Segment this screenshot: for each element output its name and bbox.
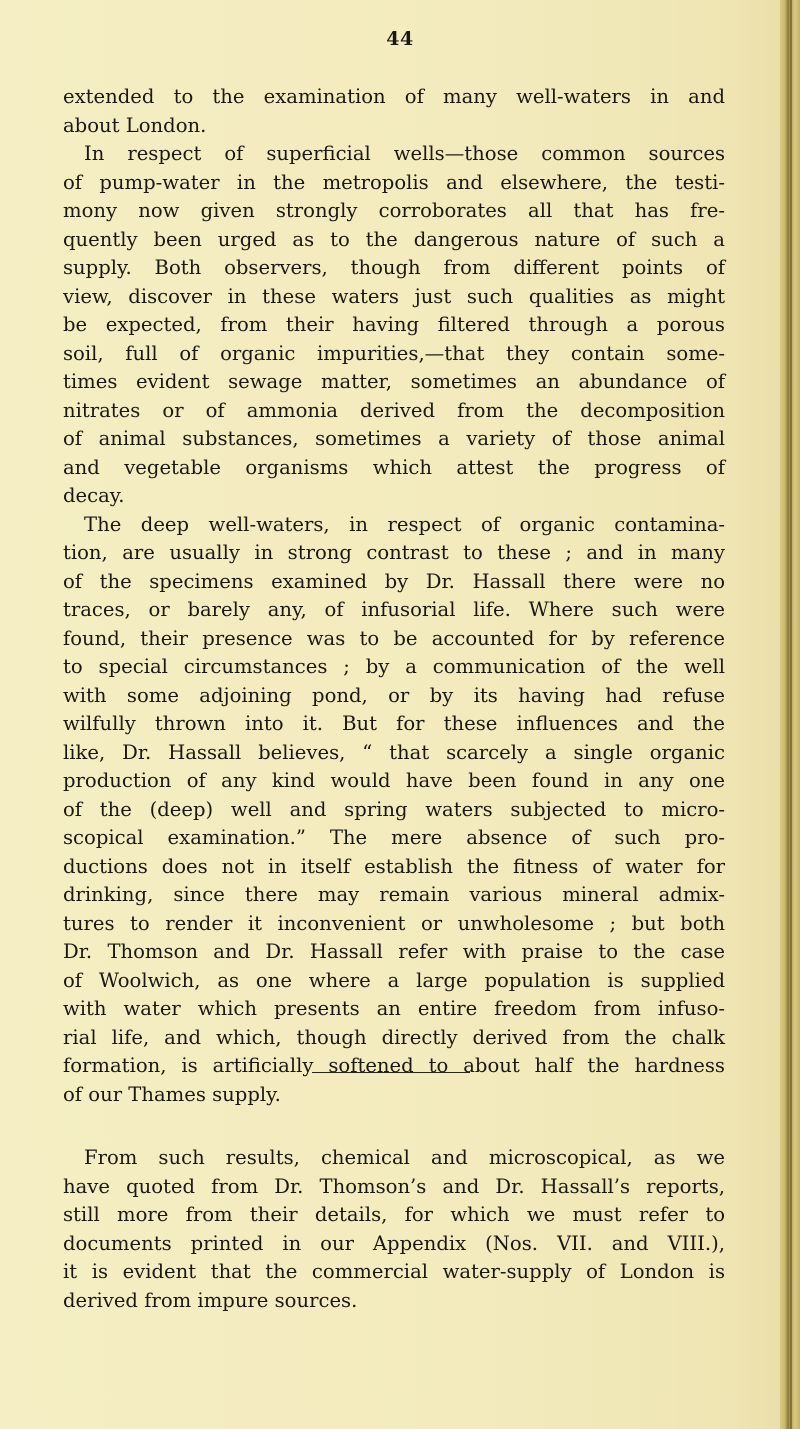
text-line: scopical examination.” The mere absence of such pro-: [63, 826, 725, 849]
paragraph-closing: [63, 1144, 725, 1315]
text-line: of our Thames supply.: [63, 1082, 281, 1106]
text-line: it is evident that the commercial water-supply of London is: [63, 1260, 725, 1283]
text-line: still more from their details, for which we must refer to: [63, 1203, 725, 1226]
text-line: production of any kind would have been found in any one: [63, 769, 725, 792]
text-line: formation, is artificially softened to about half the hardness: [63, 1054, 725, 1077]
text-line: supply. Both observers, though from different points of: [63, 256, 725, 279]
text-line: be expected, from their having filtered through a porous: [63, 313, 725, 336]
text-line: derived from impure sources.: [63, 1288, 358, 1312]
section-divider: [312, 1072, 470, 1073]
text-line: From such results, chemical and microscopical, as we: [84, 1146, 725, 1169]
page-number: 44: [386, 28, 414, 50]
text-line: of the specimens examined by Dr. Hassall there were no: [63, 569, 725, 593]
paragraph-group-main: [63, 83, 725, 1109]
text-line: tion, are usually in strong contrast to these ; and in many: [63, 541, 725, 564]
text-line: have quoted from Dr. Thomson’s and Dr. Hassall’s reports,: [63, 1174, 725, 1198]
text-line: with some adjoining pond, or by its having had refuse: [63, 683, 725, 707]
text-line: documents printed in our Appendix (Nos. VII. and VIII.),: [63, 1231, 725, 1255]
text-line: and vegetable organisms which attest the progress of: [63, 455, 725, 479]
binding-line: [790, 0, 792, 1429]
text-line: traces, or barely any, of infusorial life. Where such were: [63, 598, 725, 621]
text-line: view, discover in these waters just such qualities as might: [63, 284, 725, 308]
text-line: decay.: [63, 484, 125, 507]
text-line: tures to render it inconvenient or unwholesome ; but both: [63, 911, 725, 935]
text-line: of the (deep) well and spring waters subjected to micro-: [63, 797, 725, 821]
text-line: ductions does not in itself establish the fitness of water for: [63, 854, 725, 878]
text-line: with water which presents an entire freedom from infuso-: [63, 997, 725, 1020]
text-line: The deep well-waters, in respect of organic contamina-: [84, 512, 725, 536]
text-line: drinking, since there may remain various mineral admix-: [63, 883, 725, 906]
text-line: of animal substances, sometimes a variety of those animal: [63, 427, 725, 450]
text-line: about London.: [63, 113, 207, 137]
text-line: of Woolwich, as one where a large population is supplied: [63, 968, 725, 992]
text-line: like, Dr. Hassall believes, “ that scarcely a single organic: [63, 740, 725, 764]
text-line: rial life, and which, though directly derived from the chalk: [63, 1025, 725, 1049]
text-line: to special circumstances ; by a communication of the well: [63, 655, 725, 678]
text-line: Dr. Thomson and Dr. Hassall refer with praise to the case: [63, 940, 725, 963]
text-line: times evident sewage matter, sometimes an abundance of: [63, 370, 725, 393]
text-line: quently been urged as to the dangerous nature of such a: [63, 227, 725, 251]
text-line: of pump-water in the metropolis and elsewhere, the testi-: [63, 170, 725, 194]
text-line: found, their presence was to be accounted for by reference: [63, 626, 725, 650]
text-line: extended to the examination of many well-waters in and: [63, 85, 725, 108]
text-line: nitrates or of ammonia derived from the decomposition: [63, 398, 725, 422]
text-line: soil, full of organic impurities,—that they contain some-: [63, 341, 725, 365]
text-line: wilfully thrown into it. But for these influences and the: [63, 712, 725, 735]
text-line: In respect of superficial wells—those common sources: [84, 142, 725, 165]
text-line: mony now given strongly corroborates all that has fre-: [63, 199, 725, 222]
